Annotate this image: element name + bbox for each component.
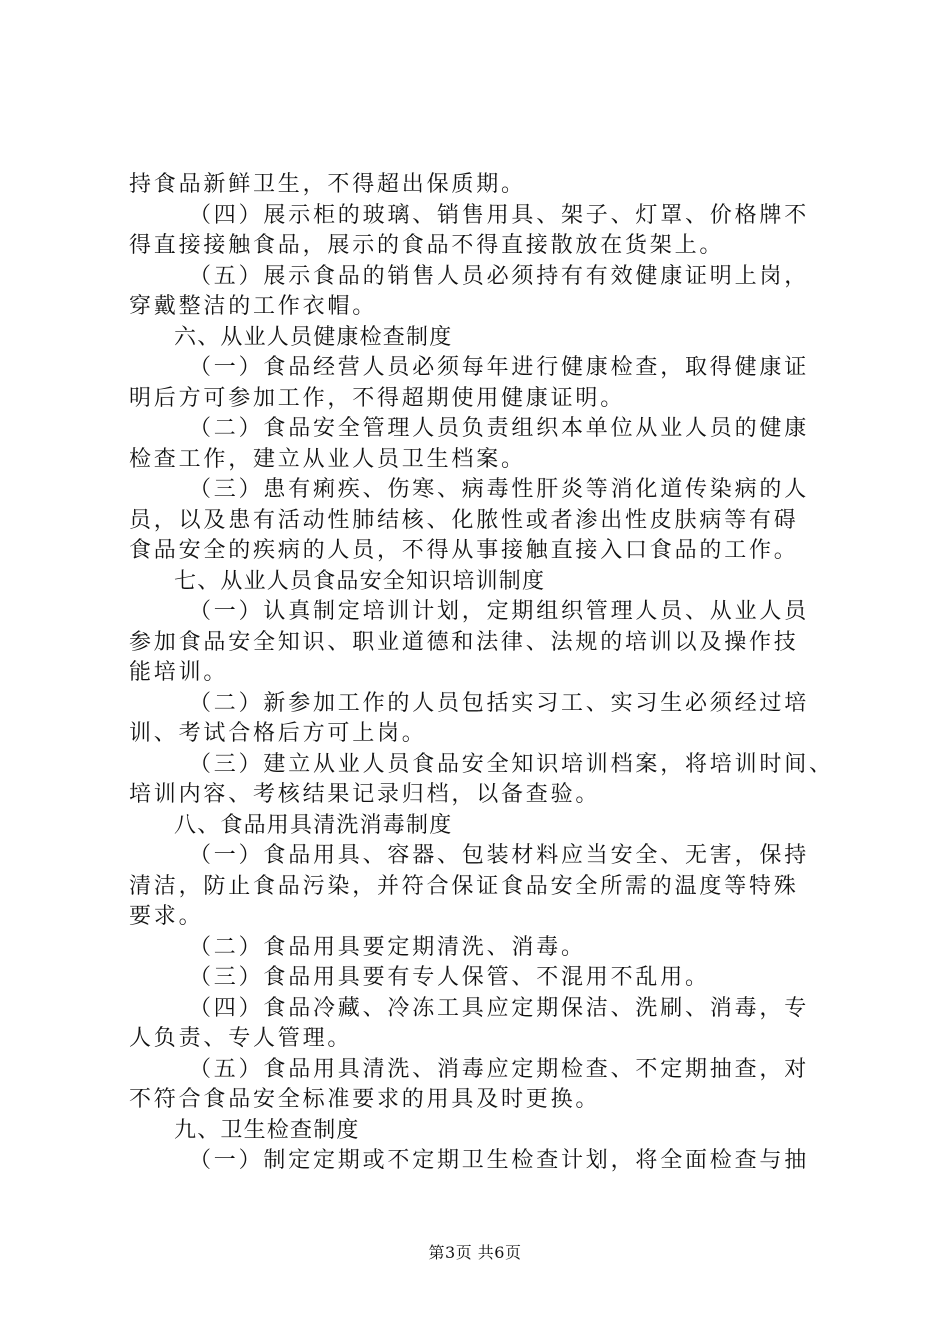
text-line: 培训内容、考核结果记录归档，以备查验。 [129,782,601,807]
text-line: 要求。 [129,904,204,929]
page-number: 第3页 共6页 [428,1243,522,1262]
text-line: （二）食品安全管理人员负责组织本单位从业人员的健康 [189,416,810,441]
text-line: （二）食品用具要定期清洗、消毒。 [189,934,586,960]
section-heading: 七、从业人员食品安全知识培训制度 [174,568,546,594]
page-footer [0,1240,950,1263]
text-line: 检查工作，建立从业人员卫生档案。 [129,446,526,472]
text-line: （五）展示食品的销售人员必须持有有效健康证明上岗， [189,263,810,289]
document-body [129,170,834,1177]
text-line: （一）制定定期或不定期卫生检查计划，将全面检查与抽 [189,1148,810,1173]
text-line: （一）食品用具、容器、包装材料应当安全、无害，保持 [189,843,810,868]
section-heading: 九、卫生检查制度 [174,1117,360,1143]
text-line: （一）认真制定培训计划，定期组织管理人员、从业人员 [189,599,810,624]
text-line: （三）患有痢疾、伤寒、病毒性肝炎等消化道传染病的人 [189,477,810,502]
text-line: 持食品新鲜卫生，不得超出保质期。 [129,172,526,197]
section-heading: 六、从业人员健康检查制度 [174,324,453,350]
text-line: 员，以及患有活动性肺结核、化脓性或者渗出性皮肤病等有碍 [129,507,799,533]
text-line: 清洁，防止食品污染，并符合保证食品安全所需的温度等特殊 [129,873,799,899]
text-line: （三）食品用具要有专人保管、不混用不乱用。 [189,965,710,990]
text-line: （一）食品经营人员必须每年进行健康检查，取得健康证 [189,355,810,380]
text-line: 得直接接触食品，展示的食品不得直接散放在货架上。 [129,233,725,258]
text-line: （五）食品用具清洗、消毒应定期检查、不定期抽查，对 [189,1056,810,1082]
text-line: （四）食品冷藏、冷冻工具应定期保洁、洗刷、消毒，专 [189,995,810,1021]
text-line: （四）展示柜的玻璃、销售用具、架子、灯罩、价格牌不 [189,202,810,228]
text-line: （二）新参加工作的人员包括实习工、实习生必须经过培 [189,690,810,716]
text-line: 人负责、专人管理。 [129,1026,353,1051]
text-line: 不符合食品安全标准要求的用具及时更换。 [129,1087,601,1112]
text-line: 食品安全的疾病的人员，不得从事接触直接入口食品的工作。 [129,538,799,563]
text-line: 穿戴整洁的工作衣帽。 [129,294,378,319]
text-line: （三）建立从业人员食品安全知识培训档案，将培训时间、 [189,751,834,777]
text-line: 明后方可参加工作，不得超期使用健康证明。 [129,385,626,411]
text-line: 参加食品安全知识、职业道德和法律、法规的培训以及操作技 [129,629,799,655]
text-line: 训、考试合格后方可上岗。 [129,721,427,746]
text-line: 能培训。 [129,660,229,685]
section-heading: 八、食品用具清洗消毒制度 [174,812,453,838]
